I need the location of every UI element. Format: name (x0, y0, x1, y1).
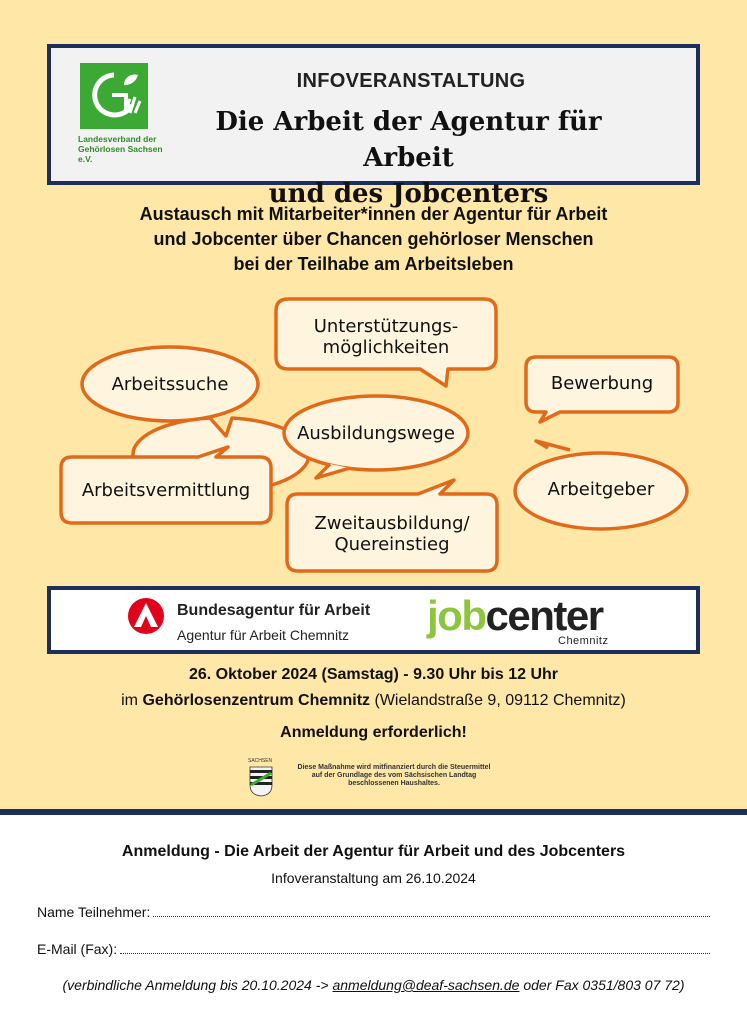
note-suffix: oder Fax 0351/803 07 72) (523, 977, 685, 993)
event-place-prefix: im (121, 692, 139, 709)
funding-notice (278, 764, 510, 788)
email-label: E-Mail (Fax): (37, 941, 118, 957)
bubble-arbeitssuche-text: Arbeitssuche (111, 374, 229, 395)
topic-bubbles (0, 290, 747, 590)
sachsen-label: SACHSEN (248, 758, 273, 764)
registration-email-link[interactable]: anmeldung@deaf-sachsen.de (332, 977, 520, 993)
bubble-zweitausbildung-line-1: Zweitausbildung/ (314, 513, 470, 534)
bubble-arbeitsvermittlung-text: Arbeitsvermittlung (81, 480, 251, 501)
bundesagentur-logo-icon (127, 597, 165, 635)
event-kicker: INFOVERANSTALTUNG (296, 70, 526, 92)
intro-text (60, 202, 687, 277)
title-line-1: Die Arbeit der Agentur für Arbeit (215, 107, 602, 173)
funding-line-3: beschlossenen Haushaltes. (348, 780, 440, 787)
funding-line-1: Diese Maßnahme wird mitfinanziert durch die Steuermittel (297, 764, 491, 771)
participant-name-field[interactable] (153, 905, 710, 917)
email-row (37, 941, 710, 957)
title-line-2: und des Jobcenters (268, 179, 549, 209)
association-name: Landesverband der Gehörlosen Sachsen e.V. (78, 134, 163, 164)
event-place (0, 692, 747, 710)
event-place-address: (Wielandstraße 9, 09112 Chemnitz) (374, 692, 626, 709)
participant-name-row (37, 904, 710, 920)
bubble-unterstuetzung-line-1: Unterstützungs- (313, 316, 459, 337)
jobcenter-city: Chemnitz (558, 635, 609, 647)
jobcenter-logo-center: center (485, 592, 603, 639)
bubble-zweitausbildung-line-2: Quereinstieg (334, 534, 450, 555)
bubble-unterstuetzung-line-2: möglichkeiten (322, 337, 450, 358)
intro-line-1: Austausch mit Mitarbeiter*innen der Agentur für Arbeit (139, 204, 608, 224)
page-title (171, 104, 646, 212)
intro-line-2: und Jobcenter über Chancen gehörloser Menschen (153, 229, 594, 249)
partner-logos (47, 586, 700, 654)
form-title: Anmeldung - Die Arbeit der Agentur für Arbeit und des Jobcenters (121, 843, 626, 860)
bubble-zweitausbildung-text (287, 513, 497, 555)
registration-note (0, 977, 747, 993)
jobcenter-logo-job: job (427, 592, 486, 639)
event-date: 26. Oktober 2024 (Samstag) - 9.30 Uhr bis 12 Uhr (188, 666, 559, 683)
bundesagentur-name: Bundesagentur für Arbeit (177, 602, 371, 619)
agentur-chemnitz-name: Agentur für Arbeit Chemnitz (177, 627, 349, 643)
bubble-ausbildungswege-text: Ausbildungswege (297, 423, 455, 444)
section-divider (0, 809, 747, 815)
bubble-unterstuetzung-text (284, 316, 488, 358)
intro-line-3: bei der Teilhabe am Arbeitsleben (233, 254, 514, 274)
sachsen-coat-of-arms-icon (248, 759, 274, 797)
registration-required: Anmeldung erforderlich! (280, 724, 467, 741)
jobcenter-logo (427, 594, 603, 638)
form-subtitle: Infoveranstaltung am 26.10.2024 (271, 870, 476, 886)
participant-name-label: Name Teilnehmer: (37, 904, 151, 920)
bubble-arbeitgeber-text: Arbeitgeber (547, 479, 655, 500)
note-prefix: (verbindliche Anmeldung bis 20.10.2024 -> (62, 977, 329, 993)
event-place-name: Gehörlosenzentrum Chemnitz (142, 692, 371, 709)
header-box (47, 44, 700, 209)
bubble-bewerbung-text: Bewerbung (550, 373, 654, 394)
email-field[interactable] (120, 942, 710, 954)
funding-line-2: auf der Grundlage des vom Sächsischen Landtag (311, 772, 477, 779)
association-logo-icon (80, 63, 148, 129)
